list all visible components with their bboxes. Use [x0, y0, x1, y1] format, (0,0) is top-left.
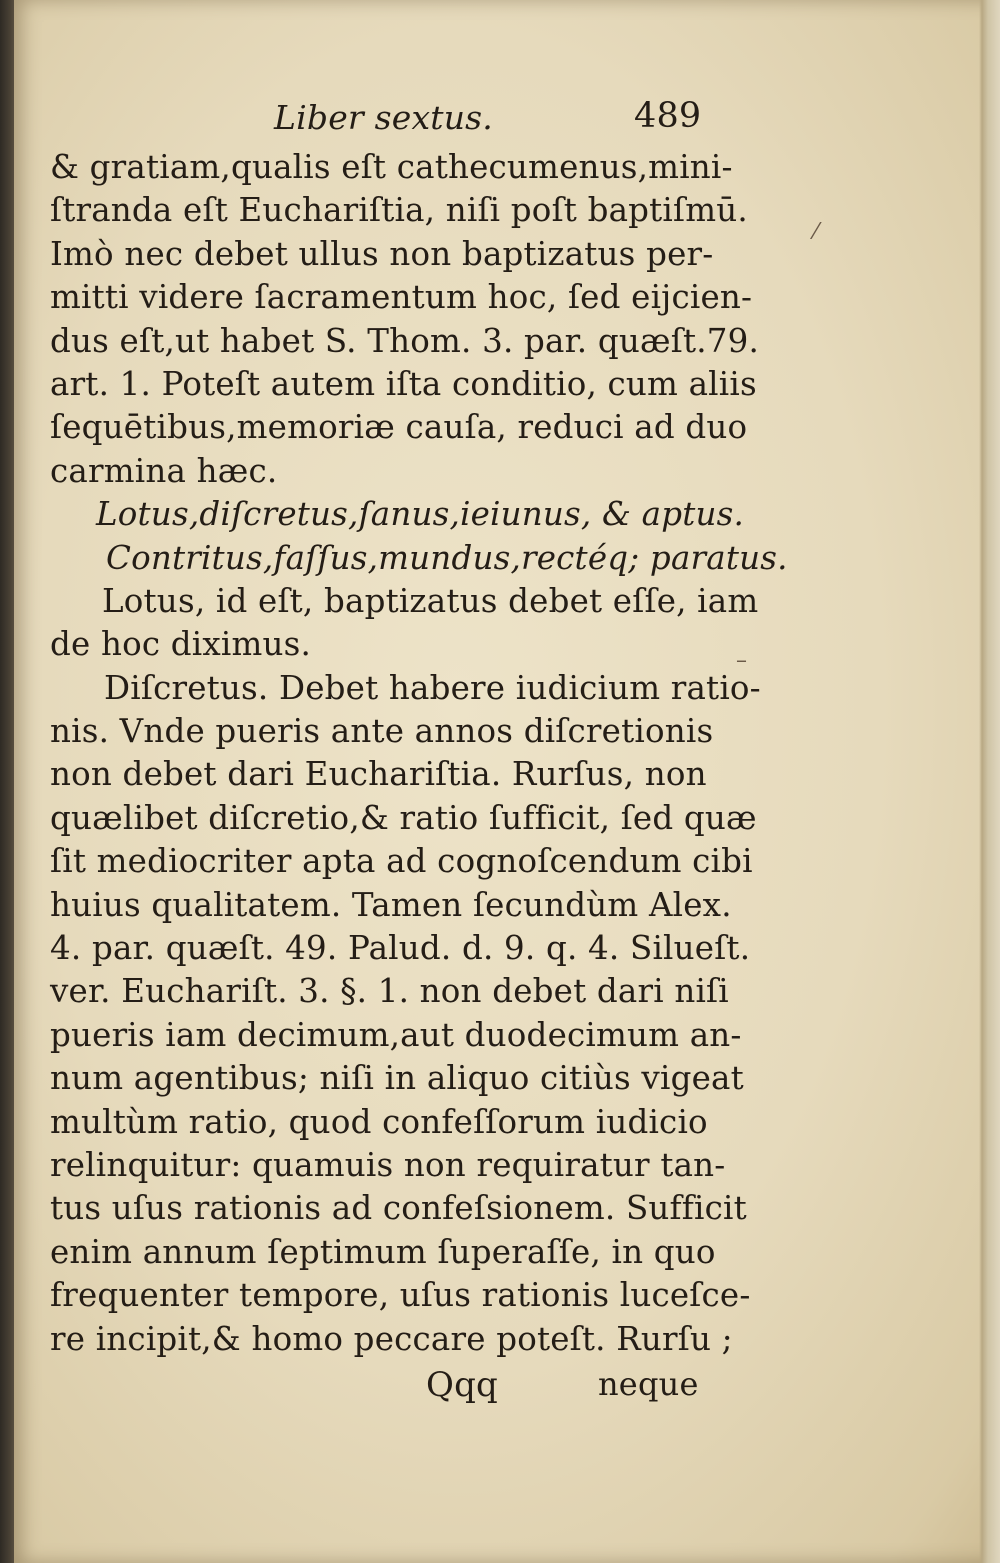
text-line: quælibet diſcretio,& ratio ſufficit, ſed quæ	[50, 798, 757, 837]
margin-mark: ⁄	[814, 220, 818, 245]
verse-line: Lotus,diſcretus,ſanus,ieiunus, & aptus.	[96, 495, 745, 534]
text-line: ſequētibus,memoriæ cauſa, reduci ad duo	[50, 408, 748, 447]
catchword: neque	[598, 1364, 699, 1403]
text-line: ver. Euchariſt. 3. §. 1. non debet dari niſi	[50, 972, 729, 1011]
text-line: de hoc diximus.	[50, 625, 312, 664]
text-line: enim annum ſeptimum ſuperaſſe, in quo	[50, 1232, 716, 1271]
page-edge	[850, 0, 1000, 1563]
text-line: carmina hæc.	[50, 451, 278, 490]
running-head: Liber sextus.	[274, 98, 494, 137]
text-line: relinquitur: quamuis non requiratur tan-	[50, 1145, 726, 1184]
text-line: Diſcretus. Debet habere iudicium ratio-	[104, 668, 761, 707]
text-line: & gratiam,qualis eſt cathecumenus,mini-	[50, 148, 733, 186]
text-line: art. 1. Poteſt autem iſta conditio, cum aliis	[50, 364, 757, 403]
page-footer	[50, 1361, 718, 1411]
text-line: frequenter tempore, uſus rationis luceſce-	[50, 1276, 751, 1315]
text-line: multùm ratio, quod confeſſorum iudicio	[50, 1102, 708, 1141]
page-header	[50, 96, 718, 146]
verse-line: Contritus,faſſus,mundus,rectéq; paratus.	[106, 538, 788, 577]
text-line: mitti videre ſacramentum hoc, ſed eijcien-	[50, 278, 753, 317]
text-line: tus uſus rationis ad confeſsionem. Sufficit	[50, 1189, 747, 1228]
margin-dash: –	[736, 648, 747, 673]
signature-mark: Qqq	[426, 1364, 499, 1405]
text-line: re incipit,& homo peccare poteſt. Rurſu ;	[50, 1319, 733, 1358]
text-line: non debet dari Euchariſtia. Rurſus, non	[50, 755, 707, 794]
page-text-block	[50, 96, 788, 1411]
text-line: pueris iam decimum,aut duodecimum an-	[50, 1015, 742, 1054]
book-page	[14, 0, 1000, 1563]
text-line: Lotus, id eſt, baptizatus debet eſſe, iam	[102, 581, 759, 620]
text-line: num agentibus; niſi in aliquo citiùs vigeat	[50, 1059, 744, 1098]
text-line: ſit mediocriter apta ad cognoſcendum cibi	[50, 842, 753, 881]
page-number: 489	[634, 96, 702, 136]
text-line: 4. par. quæſt. 49. Palud. d. 9. q. 4. Silueſt.	[50, 929, 751, 968]
text-line: Imò nec debet ullus non baptizatus per-	[50, 234, 714, 273]
text-line: ſtranda eſt Euchariſtia, niſi poſt baptiſmū.	[50, 191, 748, 230]
text-line: nis. Vnde pueris ante annos diſcretionis	[50, 712, 714, 751]
text-line: huius qualitatem. Tamen ſecundùm Alex.	[50, 885, 732, 924]
text-line: dus eſt,ut habet S. Thom. 3. par. quæſt.79.	[50, 321, 760, 360]
